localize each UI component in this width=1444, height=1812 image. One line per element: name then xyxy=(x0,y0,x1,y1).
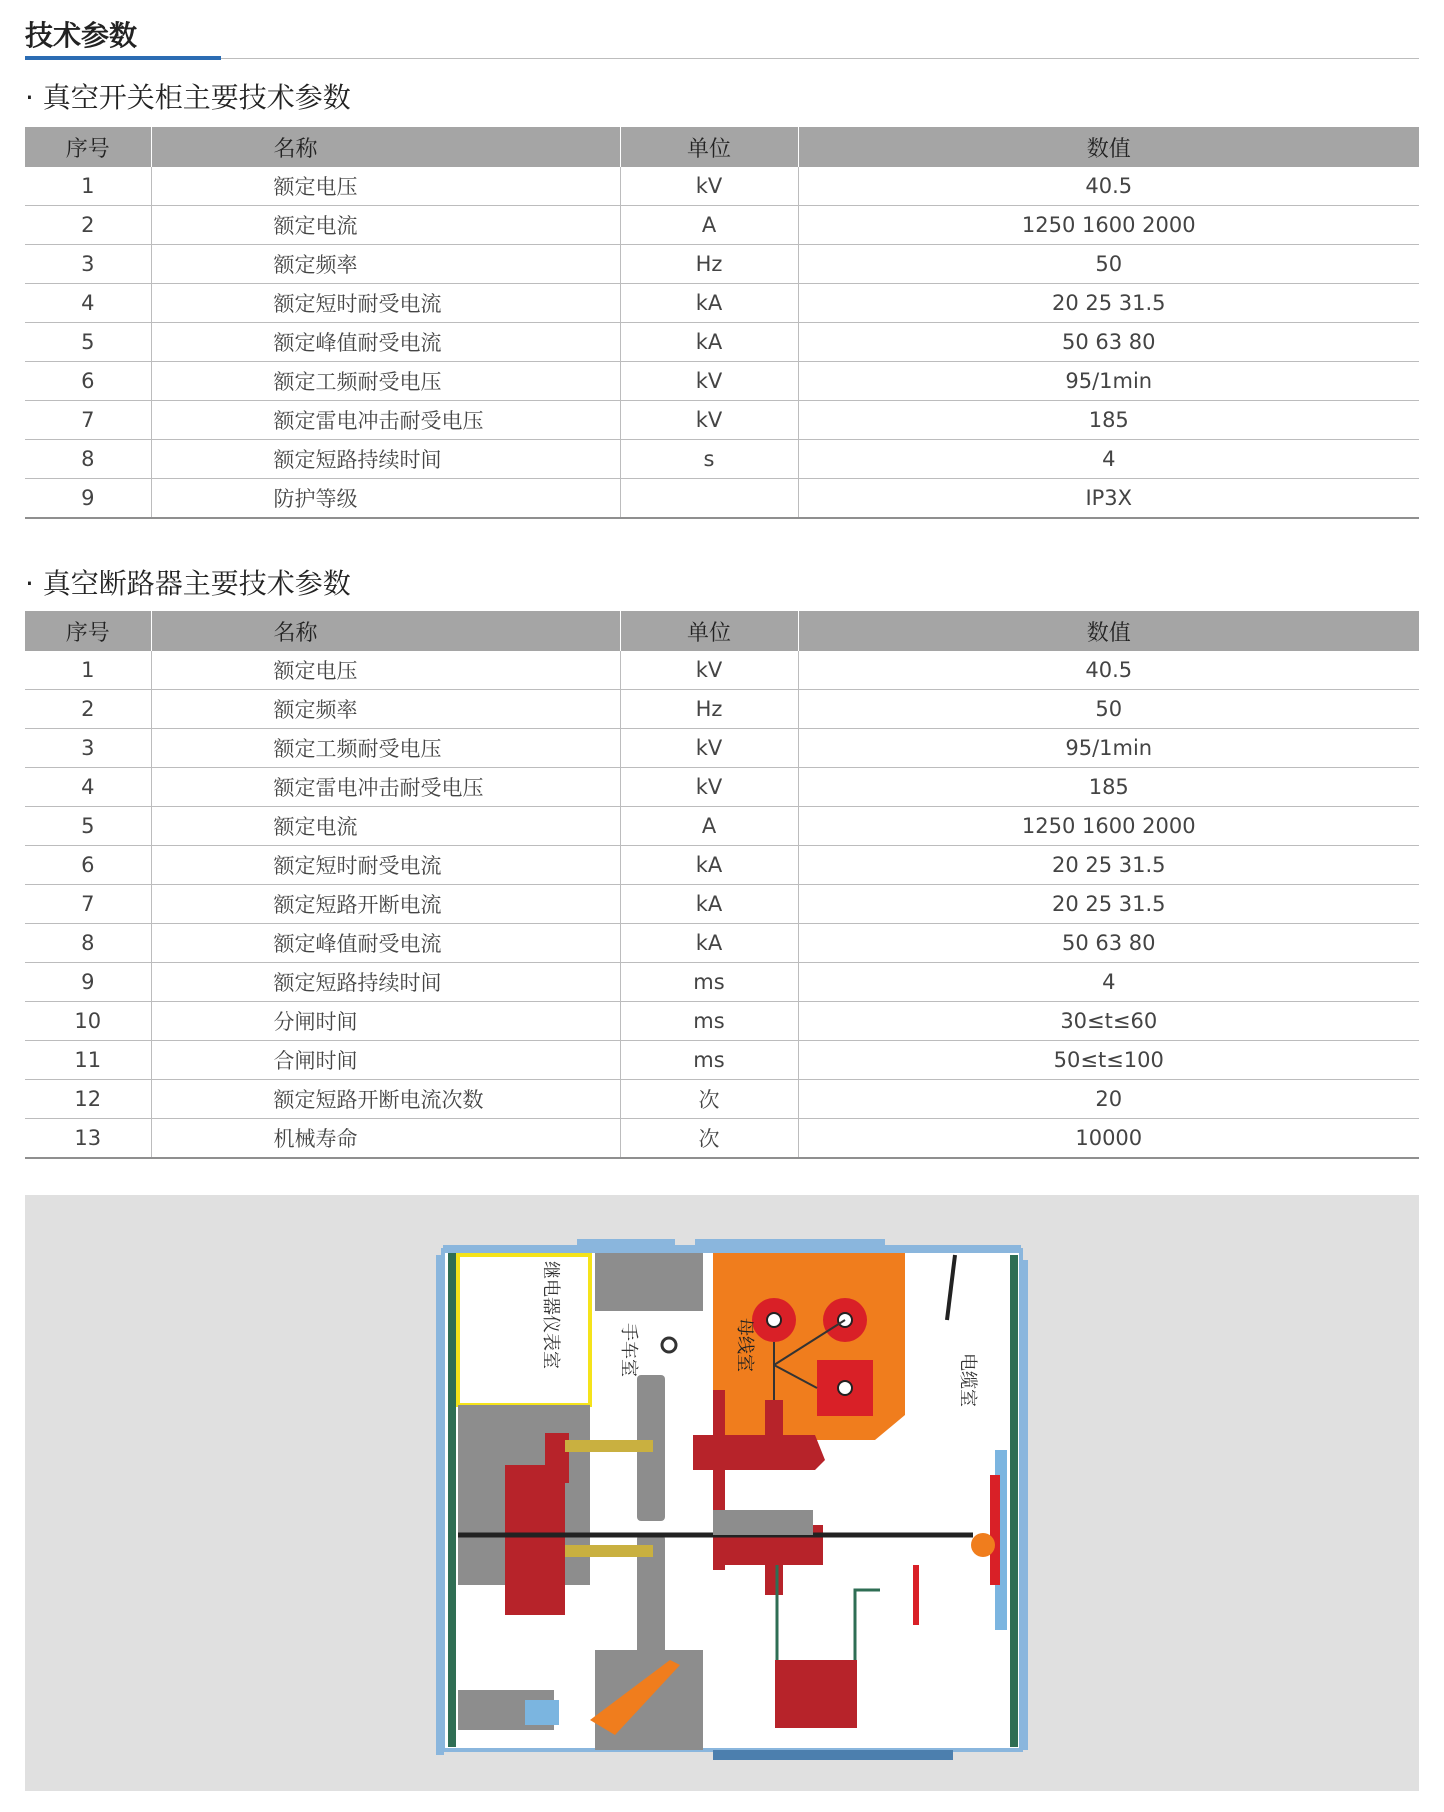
cell-index: 4 xyxy=(25,284,151,323)
cell-value: 95/1min xyxy=(798,729,1419,768)
cell-name: 额定工频耐受电压 xyxy=(151,729,620,768)
breaker-spec-table xyxy=(25,611,1419,1159)
cell-value: IP3X xyxy=(798,479,1419,519)
cell-index: 5 xyxy=(25,323,151,362)
cell-name: 额定雷电冲击耐受电压 xyxy=(151,768,620,807)
cell-index: 7 xyxy=(25,401,151,440)
busbar-1-core xyxy=(767,1313,781,1327)
cell-name: 额定雷电冲击耐受电压 xyxy=(151,401,620,440)
left-side-panel xyxy=(436,1255,444,1755)
cell-name: 额定短时耐受电流 xyxy=(151,284,620,323)
cell-index: 10 xyxy=(25,1002,151,1041)
header-unit: 单位 xyxy=(620,127,798,167)
cell-unit: kA xyxy=(620,284,798,323)
cell-index: 6 xyxy=(25,362,151,401)
cell-unit: kV xyxy=(620,362,798,401)
cell-index: 8 xyxy=(25,924,151,963)
cell-name: 分闸时间 xyxy=(151,1002,620,1041)
cell-name: 额定工频耐受电压 xyxy=(151,362,620,401)
table-row xyxy=(25,729,1419,768)
cell-unit: ms xyxy=(620,1002,798,1041)
cell-index: 2 xyxy=(25,206,151,245)
cell-unit xyxy=(620,479,798,519)
trolley-lower-block xyxy=(595,1650,703,1750)
cell-unit: Hz xyxy=(620,690,798,729)
cell-unit: kV xyxy=(620,167,798,206)
cell-index: 9 xyxy=(25,479,151,519)
cell-name: 额定峰值耐受电流 xyxy=(151,323,620,362)
roof-vent-2 xyxy=(695,1239,885,1249)
cable-room-label: 电缆室 xyxy=(957,1353,978,1407)
cell-value: 4 xyxy=(798,440,1419,479)
cell-value: 50 xyxy=(798,245,1419,284)
cell-index: 1 xyxy=(25,167,151,206)
current-transformer xyxy=(775,1660,857,1728)
cell-name: 额定频率 xyxy=(151,690,620,729)
switchgear-diagram xyxy=(25,1195,1419,1791)
table-row xyxy=(25,1041,1419,1080)
table-header-row xyxy=(25,611,1419,651)
cell-unit: ms xyxy=(620,963,798,1002)
cell-value: 50 63 80 xyxy=(798,924,1419,963)
cell-unit: kV xyxy=(620,651,798,690)
cell-value: 50 xyxy=(798,690,1419,729)
table2-title: · 真空断路器主要技术参数 xyxy=(25,567,351,600)
table-row xyxy=(25,245,1419,284)
cell-unit: kV xyxy=(620,729,798,768)
title-divider xyxy=(25,58,1419,59)
cell-unit: ms xyxy=(620,1041,798,1080)
cell-value: 185 xyxy=(798,401,1419,440)
cell-name: 额定短路开断电流 xyxy=(151,885,620,924)
cell-value: 1250 1600 2000 xyxy=(798,807,1419,846)
cell-name: 机械寿命 xyxy=(151,1119,620,1159)
cell-unit: kA xyxy=(620,846,798,885)
cell-name: 额定峰值耐受电流 xyxy=(151,924,620,963)
busbar-3-core xyxy=(838,1381,852,1395)
right-side-panel xyxy=(1020,1260,1028,1750)
switchgear-cross-section xyxy=(25,1195,1419,1791)
header-index: 序号 xyxy=(25,611,151,651)
table-row xyxy=(25,690,1419,729)
cell-index: 13 xyxy=(25,1119,151,1159)
lower-shutter-block xyxy=(713,1510,813,1535)
table-row xyxy=(25,963,1419,1002)
cell-value: 4 xyxy=(798,963,1419,1002)
cell-unit: kA xyxy=(620,924,798,963)
cell-unit: kV xyxy=(620,768,798,807)
cell-value: 20 25 31.5 xyxy=(798,846,1419,885)
table-row xyxy=(25,768,1419,807)
table-row xyxy=(25,1002,1419,1041)
cell-unit: kV xyxy=(620,401,798,440)
lower-insulator xyxy=(565,1545,653,1557)
cell-unit: 次 xyxy=(620,1080,798,1119)
cell-name: 额定频率 xyxy=(151,245,620,284)
interlock-block xyxy=(525,1700,559,1725)
section-title: 技术参数 xyxy=(25,19,138,52)
switchgear-spec-table xyxy=(25,127,1419,519)
cell-index: 1 xyxy=(25,651,151,690)
cell-name: 防护等级 xyxy=(151,479,620,519)
cell-name: 额定短路持续时间 xyxy=(151,440,620,479)
arrester-base xyxy=(971,1533,995,1557)
cell-index: 9 xyxy=(25,963,151,1002)
cell-name: 额定短路开断电流次数 xyxy=(151,1080,620,1119)
cell-index: 11 xyxy=(25,1041,151,1080)
title-accent-bar xyxy=(25,56,221,60)
cell-name: 额定电流 xyxy=(151,807,620,846)
rear-wall xyxy=(1010,1255,1018,1747)
cell-value: 1250 1600 2000 xyxy=(798,206,1419,245)
cell-unit: A xyxy=(620,807,798,846)
cell-unit: Hz xyxy=(620,245,798,284)
header-name: 名称 xyxy=(151,127,620,167)
cell-unit: 次 xyxy=(620,1119,798,1159)
cell-value: 50 63 80 xyxy=(798,323,1419,362)
cell-value: 20 xyxy=(798,1080,1419,1119)
table-row xyxy=(25,807,1419,846)
earthing-rod xyxy=(913,1565,919,1625)
cell-name: 合闸时间 xyxy=(151,1041,620,1080)
table-row xyxy=(25,1080,1419,1119)
cell-name: 额定短路持续时间 xyxy=(151,963,620,1002)
cell-value: 20 25 31.5 xyxy=(798,885,1419,924)
lower-contact-arm xyxy=(765,1555,783,1595)
cell-unit: kA xyxy=(620,323,798,362)
trolley-room-label: 手车室 xyxy=(618,1323,639,1377)
cell-value: 20 25 31.5 xyxy=(798,284,1419,323)
cell-value: 185 xyxy=(798,768,1419,807)
cell-index: 5 xyxy=(25,807,151,846)
roof-vent-1 xyxy=(577,1239,675,1249)
cell-index: 3 xyxy=(25,729,151,768)
table-row xyxy=(25,924,1419,963)
table-row xyxy=(25,323,1419,362)
upper-contact xyxy=(693,1435,825,1470)
table-row xyxy=(25,885,1419,924)
table-row xyxy=(25,401,1419,440)
table-row xyxy=(25,362,1419,401)
cell-name: 额定电流 xyxy=(151,206,620,245)
relay-room-label: 继电器仪表室 xyxy=(540,1261,561,1369)
cell-index: 6 xyxy=(25,846,151,885)
circuit-breaker-body xyxy=(505,1465,565,1615)
cell-value: 95/1min xyxy=(798,362,1419,401)
cell-value: 10000 xyxy=(798,1119,1419,1159)
cell-unit: kA xyxy=(620,885,798,924)
upper-insulator xyxy=(565,1440,653,1452)
surge-arrester xyxy=(990,1475,1000,1585)
upper-contact-arm xyxy=(765,1400,783,1440)
cell-index: 4 xyxy=(25,768,151,807)
trolley-upper-block xyxy=(595,1253,703,1311)
cell-name: 额定电压 xyxy=(151,651,620,690)
cell-index: 2 xyxy=(25,690,151,729)
cell-value: 40.5 xyxy=(798,167,1419,206)
cell-unit: s xyxy=(620,440,798,479)
cell-value: 50≤t≤100 xyxy=(798,1041,1419,1080)
table-row xyxy=(25,167,1419,206)
table-row xyxy=(25,846,1419,885)
header-name: 名称 xyxy=(151,611,620,651)
cell-index: 3 xyxy=(25,245,151,284)
table-row xyxy=(25,1119,1419,1159)
header-index: 序号 xyxy=(25,127,151,167)
header-value: 数值 xyxy=(798,127,1419,167)
front-wall xyxy=(448,1253,456,1747)
cable-floor-plate xyxy=(713,1750,953,1760)
busbar-room-label: 母线室 xyxy=(734,1318,755,1372)
table1-title: · 真空开关柜主要技术参数 xyxy=(25,81,351,114)
cell-name: 额定短时耐受电流 xyxy=(151,846,620,885)
table-row xyxy=(25,651,1419,690)
cell-value: 30≤t≤60 xyxy=(798,1002,1419,1041)
table-row xyxy=(25,284,1419,323)
table-row xyxy=(25,440,1419,479)
table-header-row xyxy=(25,127,1419,167)
cell-unit: A xyxy=(620,206,798,245)
cell-index: 8 xyxy=(25,440,151,479)
cell-index: 7 xyxy=(25,885,151,924)
header-unit: 单位 xyxy=(620,611,798,651)
header-value: 数值 xyxy=(798,611,1419,651)
cell-name: 额定电压 xyxy=(151,167,620,206)
table-row xyxy=(25,206,1419,245)
cell-index: 12 xyxy=(25,1080,151,1119)
table-row xyxy=(25,479,1419,519)
cell-value: 40.5 xyxy=(798,651,1419,690)
relay-room-box xyxy=(458,1255,590,1405)
